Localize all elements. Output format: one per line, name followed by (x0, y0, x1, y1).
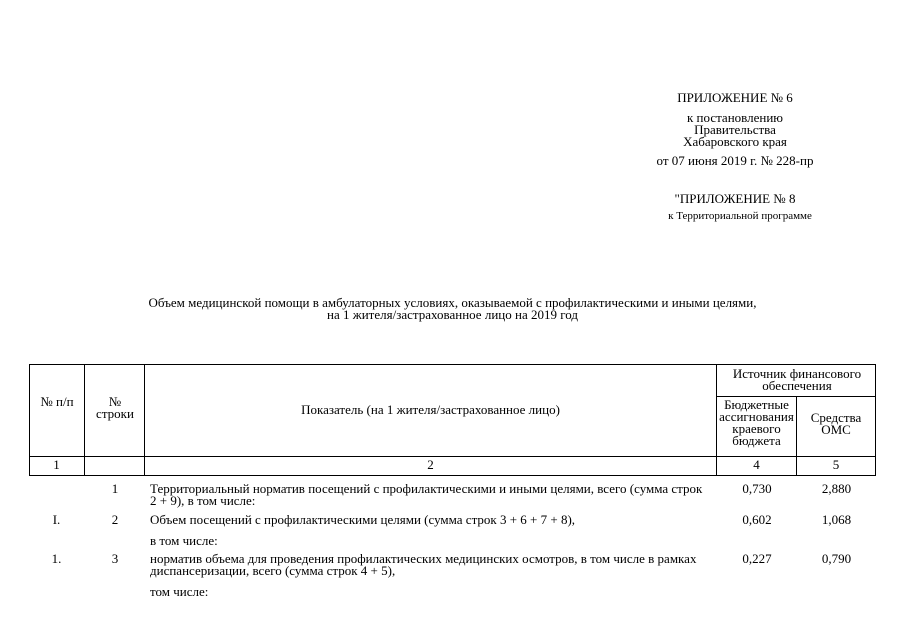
row-budget-value: 0,602 (742, 512, 772, 527)
header-indicator: Показатель (на 1 жителя/застрахованное лицо) (301, 402, 560, 417)
numbering-4: 4 (753, 457, 760, 472)
header-np: № п/п (40, 394, 74, 409)
header-budget: Бюджетные ассигнования краевого бюджета (719, 397, 794, 448)
appendix-title: ПРИЛОЖЕНИЕ № 6 (677, 90, 793, 105)
header-row-number: № строки (96, 394, 134, 421)
document-title-line-1: Объем медицинской помощи в амбулаторных условиях, оказываемой с профилактическими и иными целями, (148, 295, 757, 310)
header-date-line: от 07 июня 2019 г. № 228-пр (656, 153, 814, 168)
header-line-2: Правительства (694, 122, 776, 137)
row-oms-value: 0,790 (821, 551, 852, 566)
row-budget-value: 0,227 (742, 551, 772, 566)
table-header-bottom (29, 456, 876, 457)
row-text: Объем посещений с профилактическими целями (сумма строк 3 + 6 + 7 + 8), (150, 512, 576, 527)
numbering-5: 5 (832, 457, 840, 472)
numbering-1: 1 (53, 457, 60, 472)
row-number: 1 (111, 481, 119, 496)
row-np: I. (52, 512, 61, 527)
table-border-right (875, 364, 876, 476)
header-line-1: к постановлению (686, 110, 784, 125)
header-line-3: Хабаровского края (683, 134, 787, 149)
row-text: норматив объема для проведения профилактических медицинских осмотров, в том числе в рамках диспансеризации, всего (сумма строк 4 + 5), (150, 551, 697, 578)
row-number: 2 (111, 512, 119, 527)
row-text: Территориальный норматив посещений с профилактическими и иными целями, всего (сумма строк 2 + 9), в том числе: (150, 481, 703, 508)
row-subtext: том числе: (150, 584, 209, 599)
appendix-title-2: "ПРИЛОЖЕНИЕ № 8 (674, 191, 796, 206)
header-source: Источник финансового обеспечения (732, 366, 862, 393)
row-oms-value: 2,880 (821, 481, 852, 496)
table-numbering-bottom (29, 475, 876, 476)
row-number: 3 (111, 551, 119, 566)
table-col-divider-1 (84, 364, 85, 476)
row-subtext: в том числе: (150, 533, 218, 548)
numbering-2: 2 (427, 457, 434, 472)
row-budget-value: 0,730 (742, 481, 772, 496)
row-np: 1. (51, 551, 62, 566)
table-border-top (29, 364, 876, 365)
row-oms-value: 1,068 (821, 512, 852, 527)
document-title (0, 297, 905, 321)
header-line-5: к Территориальной программе (668, 210, 812, 222)
table-header (29, 364, 876, 476)
header-oms: Средства ОМС (810, 410, 862, 437)
document-title-line-2: на 1 жителя/застрахованное лицо на 2019 год (327, 307, 578, 322)
